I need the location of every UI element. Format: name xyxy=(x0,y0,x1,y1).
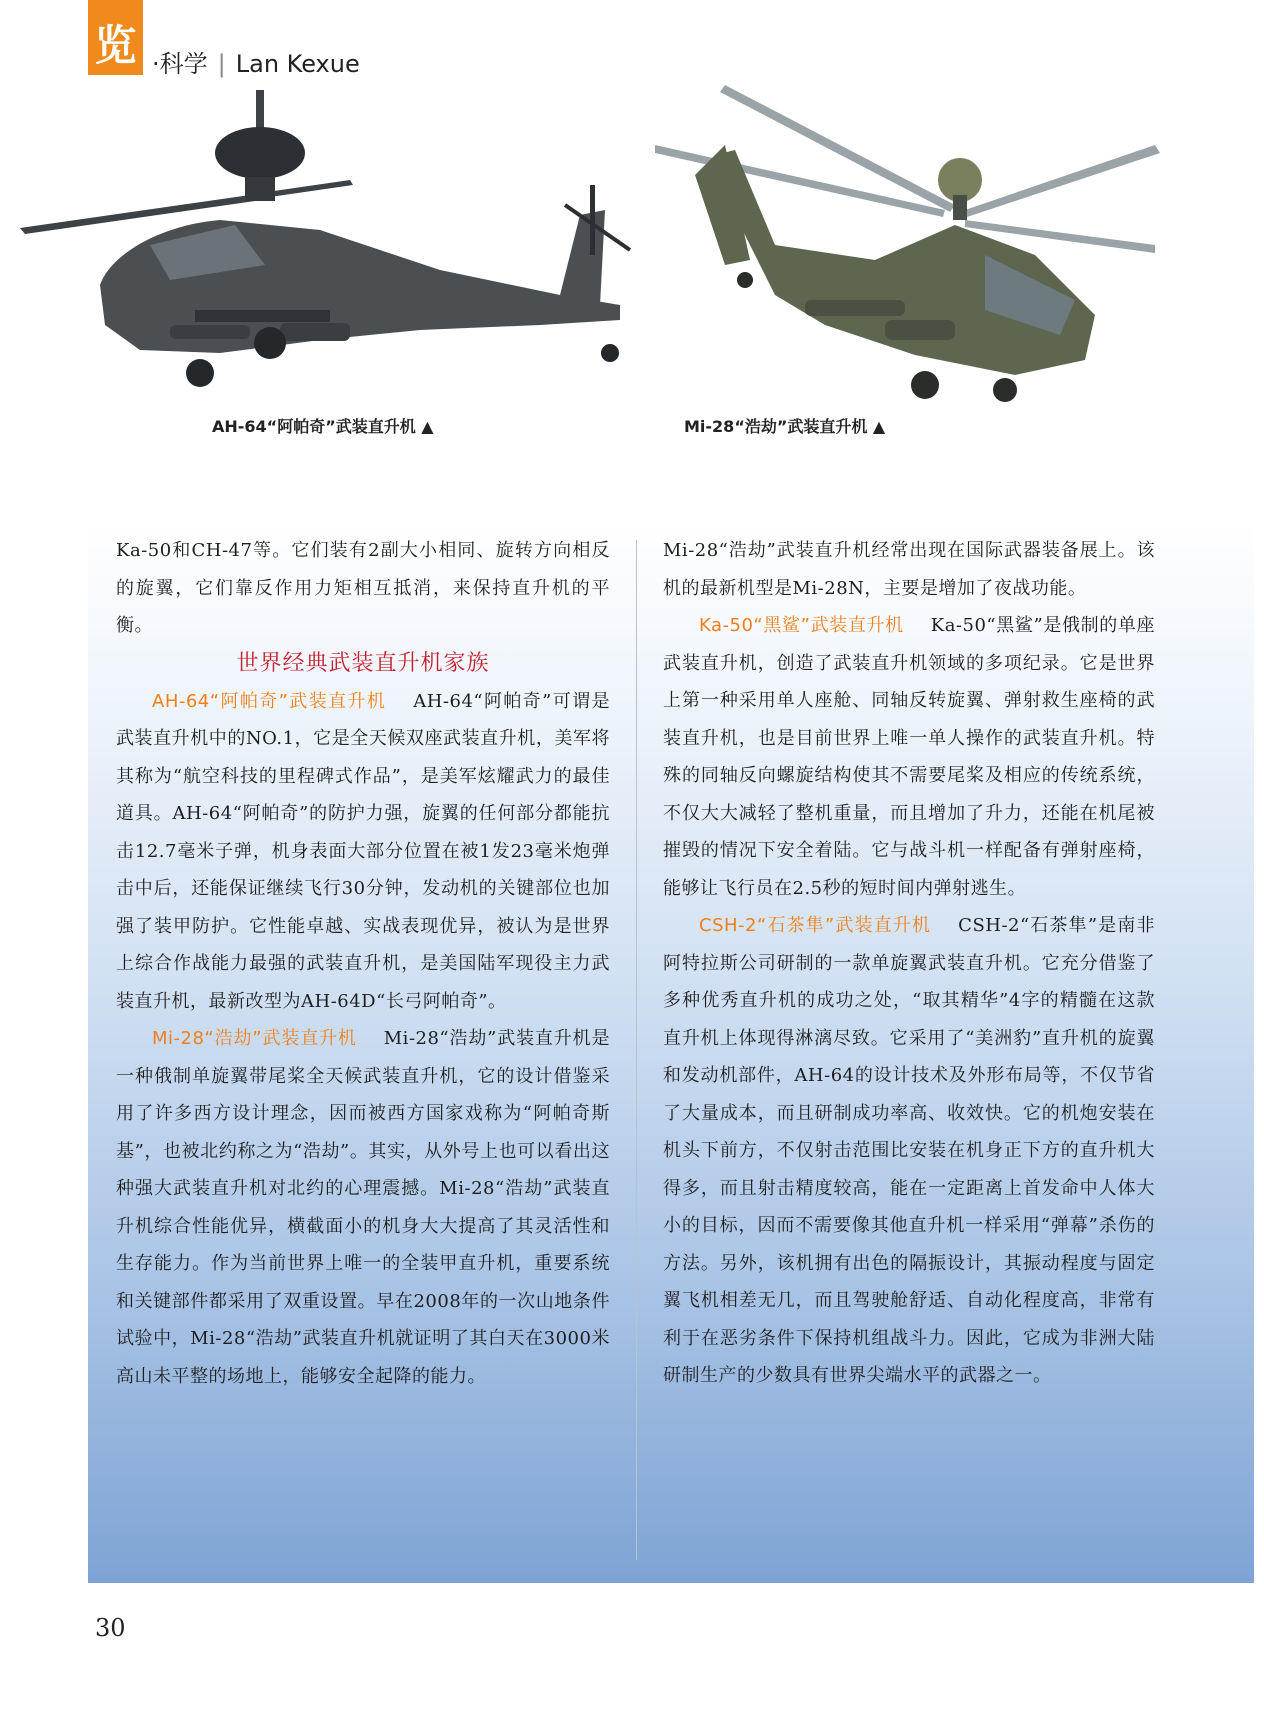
page-number: 30 xyxy=(95,1614,126,1642)
ka50-body: Ka-50“黑鲨”是俄制的单座武装直升机，创造了武装直升机领域的多项纪录。它是世界上第一种采用单人座舱、同轴反转旋翼、弹射救生座椅的武装直升机，也是目前世界上唯一单人操作的武装直升机。特殊的同轴反向螺旋结构使其不需要尾桨及相应的传统系统，不仅大大减轻了整机重量，而且增加了升力，还能在机尾被摧毁的情况下安全着陆。它与战斗机一样配备有弹射座椅，能够让飞行员在2.5秒的短时间内弹射逃生。 xyxy=(663,615,1155,899)
ah64-body: AH-64“阿帕奇”可谓是武装直升机中的NO.1，它是全天候双座武装直升机，美军将其称为“航空科技的里程碑式作品”，是美军炫耀武力的最佳道具。AH-64“阿帕奇”的防护力强，旋翼的任何部分都能抗击12.7毫米子弹，机身表面大部分位置在被1发23毫米炮弹击中后，还能保证继续飞行30分钟，发动机的关键部位也加强了装甲防护。它性能卓越、实战表现优异，被认为是世界上综合作战能力最强的武装直升机，是美国陆军现役主力武装直升机，最新改型为AH-64D“长弓阿帕奇”。 xyxy=(116,690,610,1012)
section-title-pinyin: Lan Kexue xyxy=(235,50,360,78)
mi28-body: Mi-28“浩劫”武装直升机是一种俄制单旋翼带尾桨全天候武装直升机，它的设计借鉴采用了许多西方设计理念，因而被西方国家戏称为“阿帕奇斯基”，也被北约称之为“浩劫”。其实，从外号上也可以看出这种强大武装直升机对北约的心理震撼。Mi-28“浩劫”武装直升机综合性能优异，横截面小的机身大大提高了其灵活性和生存能力。作为当前世界上唯一的全装甲直升机，重要系统和关键部件都采用了双重设置。早在2008年的一次山地条件试验中，Mi-28“浩劫”武装直升机就证明了其白天在3000米高山未平整的场地上，能够安全起降的能力。 xyxy=(116,1028,610,1387)
csh2-subheading: CSH-2“石茶隼”武装直升机 xyxy=(699,915,932,936)
ah64-helicopter-photo xyxy=(20,85,660,395)
mi28-subheading: Mi-28“浩劫”武装直升机 xyxy=(152,1028,357,1049)
mi28-continued-paragraph: Mi-28“浩劫”武装直升机经常出现在国际武器装备展上。该机的最新机型是Mi-28N，主要是增加了夜战功能。 xyxy=(663,540,1155,599)
left-column xyxy=(116,532,610,1395)
csh2-paragraph xyxy=(663,907,1155,1395)
mi28-helicopter-photo xyxy=(655,85,1165,415)
column-divider xyxy=(636,540,637,1560)
section-badge: 览 xyxy=(88,0,143,75)
csh2-body: CSH-2“石茶隼”是南非阿特拉斯公司研制的一款单旋翼武装直升机。它充分借鉴了多种优秀直升机的成功之处，“取其精华”4字的精髓在这款直升机上体现得淋漓尽致。它采用了“美洲豹”直升机的旋翼和发动机部件，AH-64的设计技术及外形布局等，不仅节省了大量成本，而且研制成功率高、收效快。它的机炮安装在机头下前方，不仅射击范围比安装在机身正下方的直升机大得多，而且射击精度较高，能在一定距离上首发命中人体大小的目标，因而不需要像其他直升机一样采用“弹幕”杀伤的方法。另外，该机拥有出色的隔振设计，其振动程度与固定翼飞机相差无几，而且驾驶舱舒适、自动化程度高，非常有利于在恶劣条件下保持机组战斗力。因此，它成为非洲大陆研制生产的少数具有世界尖端水平的武器之一。 xyxy=(663,915,1155,1386)
ka50-paragraph xyxy=(663,607,1155,907)
ah64-caption: AH-64“阿帕奇”武装直升机 ▲ xyxy=(212,417,434,436)
section-title-chinese: ·科学 xyxy=(152,50,208,78)
right-column xyxy=(663,532,1155,1395)
intro-paragraph: Ka-50和CH-47等。它们装有2副大小相同、旋转方向相反的旋翼，它们靠反作用力矩相互抵消，来保持直升机的平衡。 xyxy=(116,540,610,636)
ah64-paragraph xyxy=(116,683,610,1021)
mi28-paragraph xyxy=(116,1020,610,1395)
mi28-caption: Mi-28“浩劫”武装直升机 ▲ xyxy=(684,417,886,436)
main-heading: 世界经典武装直升机家族 xyxy=(236,650,490,676)
ah64-subheading: AH-64“阿帕奇”武装直升机 xyxy=(152,690,387,712)
section-title: ·科学 | Lan Kexue xyxy=(152,50,360,78)
ka50-subheading: Ka-50“黑鲨”武装直升机 xyxy=(699,615,904,636)
